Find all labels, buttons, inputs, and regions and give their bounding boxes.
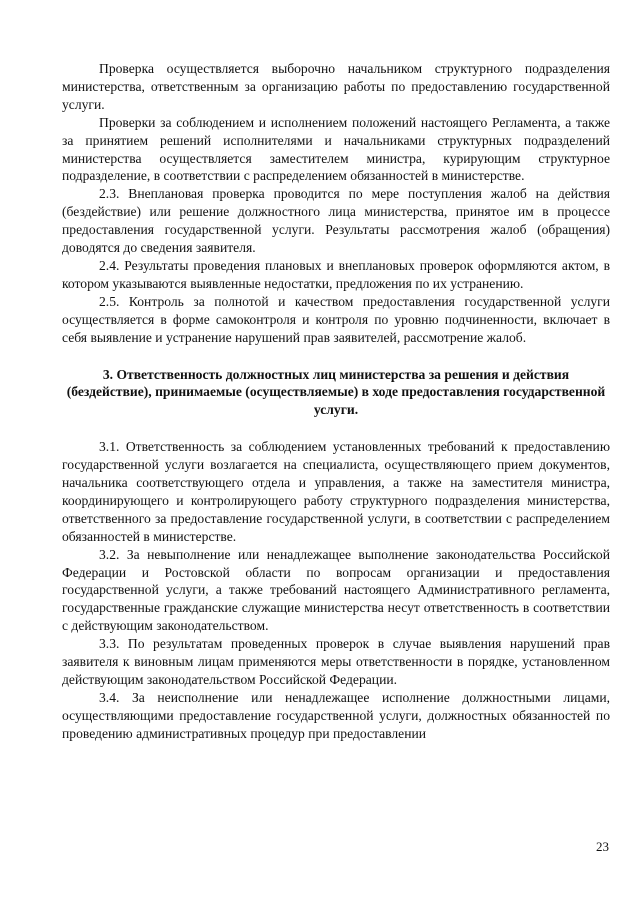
- paragraph-3-3: 3.3. По результатам проведенных проверок в случае выявления нарушений прав заявителя к виновным лицам применяются меры ответственности в порядке, установленном действующим законодательством Российской Федерации.: [62, 636, 610, 687]
- paragraph-2-3: 2.3. Внеплановая проверка проводится по мере поступления жалоб на действия (бездействие) или решение должностного лица министерства, принятое им в процессе предоставления государственной услуги. Результаты рассмотрения жалоб (обращения) доводятся до сведения заявителя.: [62, 186, 610, 256]
- section-heading-3: 3. Ответственность должностных лиц министерства за решения и действия (бездействие), принимаемые (осуществляемые) в ходе предоставления государственной услуги.: [66, 366, 606, 418]
- paragraph-2-4: 2.4. Результаты проведения плановых и внеплановых проверок оформляются актом, в котором указываются выявленные недостатки, предложения по их устранению.: [62, 257, 610, 291]
- paragraph-check-deputy-minister: Проверки за соблюдением и исполнением положений настоящего Регламента, а также за принятием решений исполнителями и начальниками структурных подразделений министерства осуществляется заместителем министра, курирующим структурное подразделение, в соответствии с распределением обязанностей в министерстве.: [62, 114, 610, 184]
- paragraph-check-selective: Проверка осуществляется выборочно начальником структурного подразделения министерства, ответственным за организацию работы по предоставлению государственной услуги.: [62, 61, 610, 112]
- document-page: [62, 60, 610, 743]
- paragraph-3-2: 3.2. За невыполнение или ненадлежащее выполнение законодательства Российской Федерации и Ростовской области по вопросам организации и предоставления государственной услуги, а также требований настоящего Административного регламента, государственные гражданские служащие министерства несут ответственность в соответствии с действующим законодательством.: [62, 546, 610, 634]
- paragraph-2-5: 2.5. Контроль за полнотой и качеством предоставления государственной услуги осуществляется в форме самоконтроля и контроля по уровню подчиненности, включает в себя выявление и устранение нарушений прав заявителей, рассмотрение жалоб.: [62, 293, 610, 345]
- paragraph-3-4: 3.4. За неисполнение или ненадлежащее исполнение должностными лицами, осуществляющими предоставление государственной услуги, должностных обязанностей по проведению административных процедур при предоставлении: [62, 689, 610, 741]
- page-number: 23: [596, 839, 609, 854]
- paragraph-3-1: 3.1. Ответственность за соблюдением установленных требований к предоставлению государственной услуги возлагается на специалиста, осуществляющего прием документов, начальника соответствующего отдела и управления, а также на заместителя министра, координирующего и контролирующего работу структурного подразделения министерства, ответственного за предоставление государственной услуги, в соответствии с распределением обязанностей в министерстве.: [62, 439, 610, 544]
